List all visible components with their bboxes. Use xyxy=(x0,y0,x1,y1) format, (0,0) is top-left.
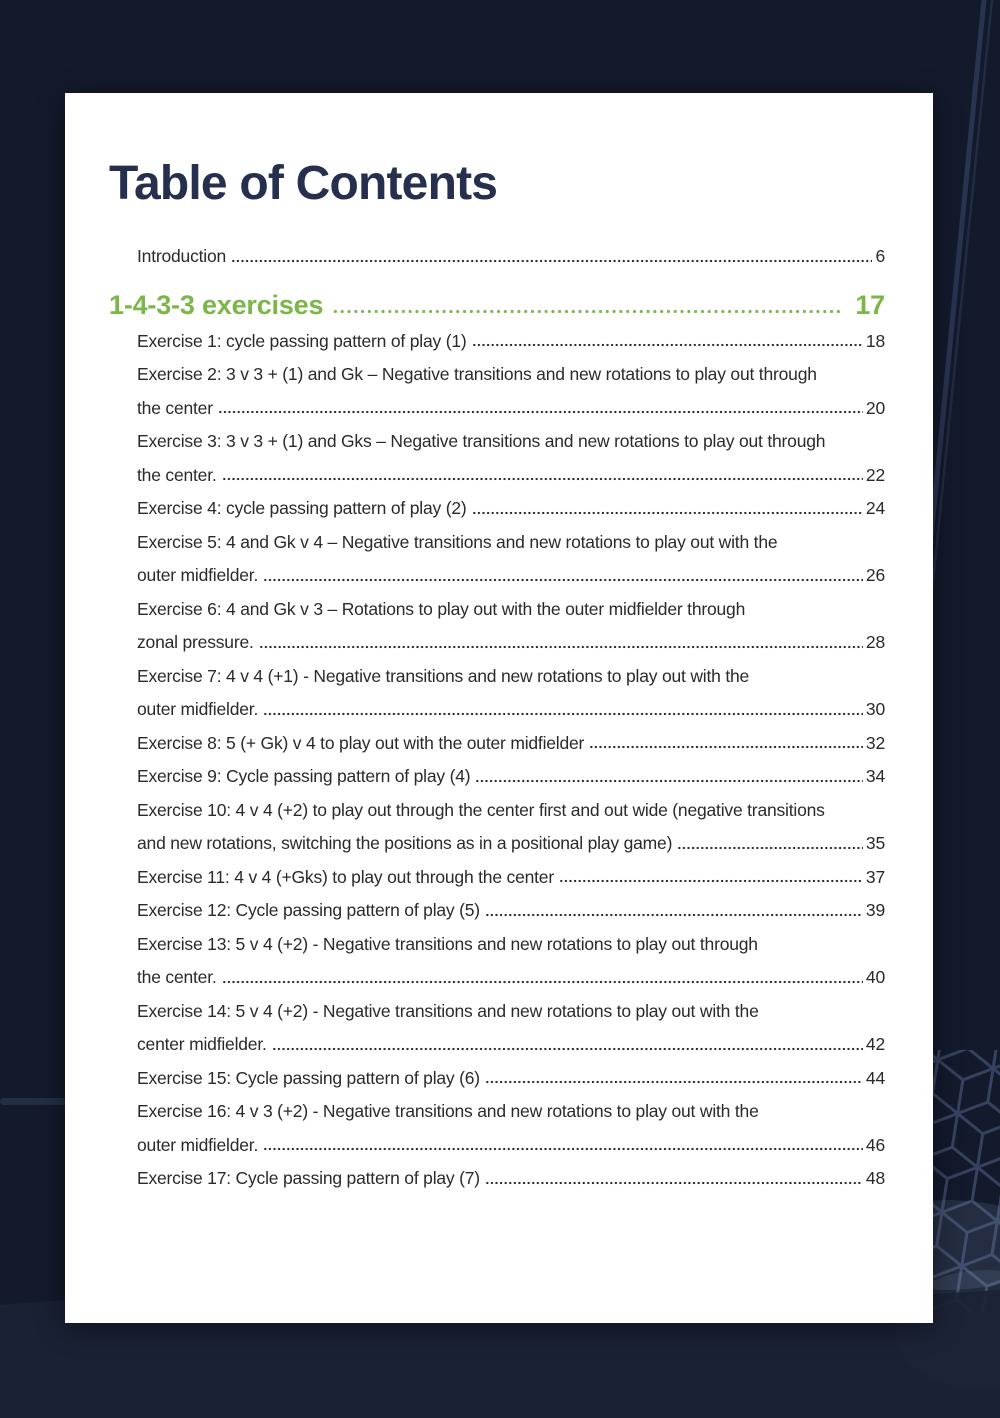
dotted-leader xyxy=(263,1129,863,1152)
toc-entry-text: Exercise 1: cycle passing pattern of play (1) xyxy=(137,330,467,351)
toc-page-number: 6 xyxy=(875,246,885,267)
dotted-leader xyxy=(472,492,863,515)
table-of-contents xyxy=(109,240,885,1196)
dotted-leader xyxy=(263,559,863,582)
toc-page-number: 37 xyxy=(865,866,885,887)
toc-entry-text: Exercise 7: 4 v 4 (+1) - Negative transitions and new rotations to play out with the xyxy=(137,665,750,686)
dotted-leader xyxy=(231,240,872,263)
toc-entry-line-exercise-2[interactable] xyxy=(137,358,885,392)
toc-page-number: 18 xyxy=(865,330,885,351)
toc-entry-text: center midfielder. xyxy=(137,1034,267,1055)
toc-entry-line-exercise-7[interactable] xyxy=(137,693,885,727)
toc-entry-text: Exercise 16: 4 v 3 (+2) - Negative transitions and new rotations to play out with the xyxy=(137,1101,759,1122)
toc-entry-line-exercise-9[interactable] xyxy=(137,760,885,794)
toc-entry-line-exercise-6[interactable] xyxy=(137,593,885,627)
toc-page-number: 26 xyxy=(865,565,885,586)
toc-entry-text: Exercise 4: cycle passing pattern of play (2) xyxy=(137,498,467,519)
dotted-leader xyxy=(559,861,863,884)
dotted-leader xyxy=(475,760,863,783)
dotted-leader xyxy=(272,1028,863,1051)
toc-entry-line-exercise-10[interactable] xyxy=(137,827,885,861)
toc-entry-line-exercise-1[interactable] xyxy=(137,325,885,359)
toc-entry-text: Exercise 14: 5 v 4 (+2) - Negative transitions and new rotations to play out with the xyxy=(137,1000,759,1021)
toc-page-number: 48 xyxy=(865,1168,885,1189)
toc-entry-line-exercise-7[interactable] xyxy=(137,660,885,694)
toc-entry-line-exercise-14[interactable] xyxy=(137,995,885,1029)
toc-entry-line-exercise-2[interactable] xyxy=(137,392,885,426)
toc-entry-text: the center. xyxy=(137,464,217,485)
dotted-leader xyxy=(222,961,863,984)
toc-entry-line-exercise-3[interactable] xyxy=(137,425,885,459)
toc-entry-line-exercise-11[interactable] xyxy=(137,861,885,895)
toc-entry-line-exercise-13[interactable] xyxy=(137,961,885,995)
toc-page-number: 30 xyxy=(865,699,885,720)
toc-entry-text: outer midfielder. xyxy=(137,699,259,720)
toc-entry-text: zonal pressure. xyxy=(137,632,254,653)
dotted-leader xyxy=(332,287,841,314)
page-title: Table of Contents xyxy=(109,157,498,210)
toc-entry-text: Exercise 15: Cycle passing pattern of play (6) xyxy=(137,1067,480,1088)
toc-entry-text: Exercise 3: 3 v 3 + (1) and Gks – Negative transitions and new rotations to play out through xyxy=(137,431,826,452)
toc-entry-line-exercise-3[interactable] xyxy=(137,459,885,493)
toc-page-number: 22 xyxy=(865,464,885,485)
toc-entry-line-exercise-16[interactable] xyxy=(137,1129,885,1163)
toc-entry-line-exercise-5[interactable] xyxy=(137,526,885,560)
toc-entry-text: Exercise 6: 4 and Gk v 3 – Rotations to play out with the outer midfielder through xyxy=(137,598,746,619)
dotted-leader xyxy=(485,1162,863,1185)
dotted-leader xyxy=(259,626,863,649)
toc-entry-text: Exercise 11: 4 v 4 (+Gks) to play out through the center xyxy=(137,866,554,887)
toc-entry-text: Exercise 8: 5 (+ Gk) v 4 to play out with the outer midfielder xyxy=(137,732,585,753)
toc-page-number: 35 xyxy=(865,833,885,854)
toc-entry-text: outer midfielder. xyxy=(137,1134,259,1155)
toc-entry-text: Exercise 9: Cycle passing pattern of play (4) xyxy=(137,766,471,787)
toc-entry-text: the center xyxy=(137,397,213,418)
toc-entry-line-exercise-13[interactable] xyxy=(137,928,885,962)
toc-entry-text: outer midfielder. xyxy=(137,565,259,586)
document-page xyxy=(65,93,933,1323)
dotted-leader xyxy=(222,459,863,482)
dotted-leader xyxy=(677,827,863,850)
toc-entry-text: the center. xyxy=(137,967,217,988)
toc-page-number: 46 xyxy=(865,1134,885,1155)
toc-entry-line-exercise-6[interactable] xyxy=(137,626,885,660)
toc-entry-line-exercise-15[interactable] xyxy=(137,1062,885,1096)
toc-page-number: 24 xyxy=(865,498,885,519)
toc-page-number: 32 xyxy=(865,732,885,753)
toc-page-number: 42 xyxy=(865,1034,885,1055)
toc-page-number: 34 xyxy=(865,766,885,787)
toc-entry-list xyxy=(109,325,885,1196)
toc-entry-text: Exercise 5: 4 and Gk v 4 – Negative transitions and new rotations to play out with the xyxy=(137,531,778,552)
toc-entry-text: Exercise 10: 4 v 4 (+2) to play out through the center first and out wide (negative transitions xyxy=(137,799,825,820)
toc-section-label: 1-4-3-3 exercises xyxy=(109,289,324,320)
toc-page-number: 20 xyxy=(865,397,885,418)
toc-entry-text: and new rotations, switching the positions as in a positional play game) xyxy=(137,833,673,854)
toc-entry-introduction[interactable] xyxy=(137,240,885,274)
toc-entry-line-exercise-8[interactable] xyxy=(137,727,885,761)
toc-entry-line-exercise-4[interactable] xyxy=(137,492,885,526)
toc-section-1-4-3-3-exercises[interactable] xyxy=(109,287,885,323)
toc-page-number: 28 xyxy=(865,632,885,653)
toc-page-number: 39 xyxy=(865,900,885,921)
toc-entry-label: Introduction xyxy=(137,246,227,267)
toc-entry-line-exercise-17[interactable] xyxy=(137,1162,885,1196)
toc-entry-line-exercise-5[interactable] xyxy=(137,559,885,593)
dotted-leader xyxy=(263,693,863,716)
toc-entry-text: Exercise 17: Cycle passing pattern of play (7) xyxy=(137,1168,480,1189)
dotted-leader xyxy=(589,727,863,750)
dotted-leader xyxy=(485,894,863,917)
dotted-leader xyxy=(485,1062,863,1085)
toc-page-number: 40 xyxy=(865,967,885,988)
toc-entry-text: Exercise 2: 3 v 3 + (1) and Gk – Negative transitions and new rotations to play out through xyxy=(137,364,817,385)
toc-page-number: 17 xyxy=(855,289,885,320)
toc-entry-text: Exercise 13: 5 v 4 (+2) - Negative transitions and new rotations to play out through xyxy=(137,933,758,954)
toc-entry-line-exercise-10[interactable] xyxy=(137,794,885,828)
toc-entry-line-exercise-14[interactable] xyxy=(137,1028,885,1062)
toc-page-number: 44 xyxy=(865,1067,885,1088)
dotted-leader xyxy=(218,392,863,415)
toc-entry-text: Exercise 12: Cycle passing pattern of play (5) xyxy=(137,900,480,921)
toc-entry-line-exercise-12[interactable] xyxy=(137,894,885,928)
dotted-leader xyxy=(472,325,863,348)
toc-entry-line-exercise-16[interactable] xyxy=(137,1095,885,1129)
